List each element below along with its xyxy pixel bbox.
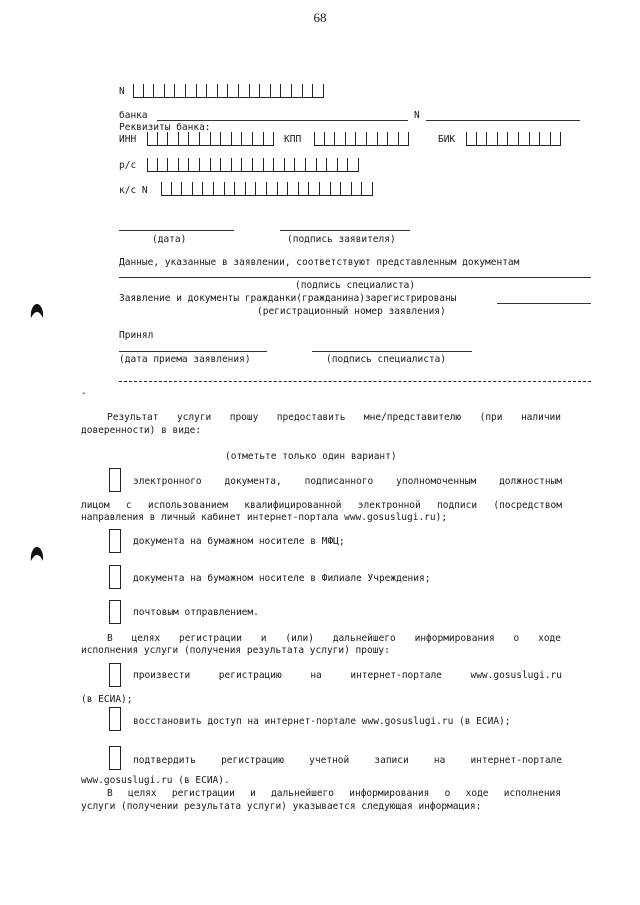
entry-cell[interactable] — [193, 182, 204, 196]
entry-cell[interactable] — [211, 158, 222, 172]
entry-cell[interactable] — [239, 84, 250, 98]
entry-cell[interactable] — [508, 132, 519, 146]
registration-text: Заявление и документы гражданки(гражданина)зарегистрированы — [119, 293, 457, 304]
entry-cell[interactable] — [466, 132, 477, 146]
entry-cell[interactable] — [154, 84, 165, 98]
entry-cell[interactable] — [211, 132, 222, 146]
inn-label: ИНН — [119, 134, 137, 145]
date-caption: (дата) — [152, 234, 187, 245]
entry-cell[interactable] — [161, 182, 172, 196]
entry-cell[interactable] — [182, 182, 193, 196]
entry-cell[interactable] — [362, 182, 373, 196]
entry-cell[interactable] — [172, 182, 183, 196]
entry-cell[interactable] — [317, 158, 328, 172]
entry-cell[interactable] — [232, 132, 243, 146]
acceptance-date-field[interactable] — [119, 351, 267, 352]
entry-cell[interactable] — [207, 84, 218, 98]
result-option-electronic-line1: электронного документа, подписанного уполномоченным должностным — [133, 476, 562, 487]
acceptance-date-caption: (дата приема заявления) — [119, 354, 251, 365]
applicant-signature-caption: (подпись заявителя) — [287, 234, 396, 245]
verification-text: Данные, указанные в заявлении, соответствуют представленным документам — [119, 257, 520, 268]
entry-cell[interactable] — [399, 132, 410, 146]
entry-cell[interactable] — [147, 132, 158, 146]
bank-number-field[interactable] — [426, 120, 580, 121]
accepting-specialist-signature-field[interactable] — [312, 351, 472, 352]
entry-cell[interactable] — [292, 84, 303, 98]
entry-cell[interactable] — [168, 158, 179, 172]
entry-cell[interactable] — [179, 158, 190, 172]
accepting-specialist-caption: (подпись специалиста) — [326, 354, 447, 365]
entry-cell[interactable] — [388, 132, 399, 146]
entry-cell[interactable] — [165, 84, 176, 98]
entry-cell[interactable] — [314, 132, 325, 146]
account-n-label: N — [119, 86, 125, 97]
entry-cell[interactable] — [306, 158, 317, 172]
registration-option-confirm-checkbox[interactable] — [109, 746, 121, 770]
page-number: 68 — [313, 10, 327, 25]
entry-cell[interactable] — [250, 84, 261, 98]
entry-cell[interactable] — [242, 158, 253, 172]
entry-cell[interactable] — [325, 132, 336, 146]
specialist-signature-caption: (подпись специалиста) — [295, 280, 416, 291]
entry-cell[interactable] — [487, 132, 498, 146]
entry-cell[interactable] — [281, 84, 292, 98]
entry-cell[interactable] — [356, 132, 367, 146]
entry-cell[interactable] — [367, 132, 378, 146]
entry-cell[interactable] — [335, 132, 346, 146]
entry-cell[interactable] — [288, 182, 299, 196]
result-option-branch-checkbox[interactable] — [109, 565, 121, 589]
registration-option-register-line1: произвести регистрацию на интернет-портале www.gosuslugi.ru — [133, 670, 562, 681]
inn-cells[interactable] — [147, 132, 274, 146]
final-info-line2: услуги (получении результата услуги) указывается следующая информация: — [81, 801, 482, 812]
result-intro-line2: доверенности) в виде: — [81, 425, 202, 436]
applicant-signature-field[interactable] — [280, 230, 410, 231]
entry-cell[interactable] — [274, 158, 285, 172]
date-field[interactable] — [119, 230, 234, 231]
entry-cell[interactable] — [242, 132, 253, 146]
kpp-cells[interactable] — [314, 132, 409, 146]
entry-cell[interactable] — [313, 84, 324, 98]
cut-line-separator — [119, 381, 591, 382]
entry-cell[interactable] — [197, 84, 208, 98]
ks-label: к/с N — [119, 185, 148, 196]
entry-cell[interactable] — [225, 182, 236, 196]
entry-cell[interactable] — [264, 158, 275, 172]
entry-cell[interactable] — [158, 158, 169, 172]
entry-cell[interactable] — [235, 182, 246, 196]
bank-n-label: N — [414, 110, 420, 121]
entry-cell[interactable] — [378, 132, 389, 146]
entry-cell[interactable] — [200, 132, 211, 146]
entry-cell[interactable] — [158, 132, 169, 146]
entry-cell[interactable] — [498, 132, 509, 146]
bik-label: БИК — [438, 134, 456, 145]
separator-tail: - — [81, 388, 87, 399]
entry-cell[interactable] — [303, 84, 314, 98]
entry-cell[interactable] — [179, 132, 190, 146]
result-option-mfc-label: документа на бумажном носителе в МФЦ; — [133, 536, 345, 547]
entry-cell[interactable] — [348, 158, 359, 172]
rs-label: р/с — [119, 160, 137, 171]
result-option-mfc-checkbox[interactable] — [109, 529, 121, 553]
result-option-mail-checkbox[interactable] — [109, 600, 121, 624]
entry-cell[interactable] — [186, 84, 197, 98]
entry-cell[interactable] — [228, 84, 239, 98]
scan-hole-mark-icon — [30, 546, 44, 562]
registration-option-register-checkbox[interactable] — [109, 663, 121, 687]
result-option-electronic-line3: направления в личный кабинет интернет-портала www.gosuslugi.ru); — [81, 512, 448, 523]
entry-cell[interactable] — [253, 132, 264, 146]
registration-number-field[interactable] — [497, 303, 591, 304]
entry-cell[interactable] — [203, 182, 214, 196]
entry-cell[interactable] — [540, 132, 551, 146]
entry-cell[interactable] — [264, 132, 275, 146]
registration-number-caption: (регистрационный номер заявления) — [257, 306, 446, 317]
registration-option-confirm-line2: www.gosuslugi.ru (в ЕСИА). — [81, 775, 230, 786]
rs-cells[interactable] — [147, 158, 359, 172]
entry-cell[interactable] — [253, 158, 264, 172]
entry-cell[interactable] — [200, 158, 211, 172]
registration-option-restore-checkbox[interactable] — [109, 707, 121, 731]
entry-cell[interactable] — [271, 84, 282, 98]
entry-cell[interactable] — [320, 182, 331, 196]
entry-cell[interactable] — [232, 158, 243, 172]
ks-cells[interactable] — [161, 182, 373, 196]
entry-cell[interactable] — [133, 84, 144, 98]
bik-cells[interactable] — [466, 132, 561, 146]
scan-hole-mark-icon — [30, 303, 44, 319]
entry-cell[interactable] — [214, 182, 225, 196]
registration-intro-line1: В целях регистрации и (или) дальнейшего информирования о ходе — [107, 633, 561, 644]
entry-cell[interactable] — [218, 84, 229, 98]
entry-cell[interactable] — [267, 182, 278, 196]
entry-cell[interactable] — [147, 158, 158, 172]
result-option-branch-label: документа на бумажном носителе в Филиале Учреждения; — [133, 573, 431, 584]
entry-cell[interactable] — [477, 132, 488, 146]
entry-cell[interactable] — [285, 158, 296, 172]
entry-cell[interactable] — [256, 182, 267, 196]
result-option-electronic-line2: лицом с использованием квалифицированной электронной подписи (посредством — [81, 500, 562, 511]
entry-cell[interactable] — [331, 182, 342, 196]
bank-name-field[interactable] — [157, 120, 408, 121]
entry-cell[interactable] — [278, 182, 289, 196]
kpp-label: КПП — [284, 134, 302, 145]
registration-option-restore-label: восстановить доступ на интернет-портале www.gosuslugi.ru (в ЕСИА); — [133, 716, 511, 727]
registration-option-register-line2: (в ЕСИА); — [81, 694, 133, 705]
entry-cell[interactable] — [144, 84, 155, 98]
entry-cell[interactable] — [309, 182, 320, 196]
entry-cell[interactable] — [175, 84, 186, 98]
entry-cell[interactable] — [221, 158, 232, 172]
registration-option-confirm-line1: подтвердить регистрацию учетной записи на интернет-портале — [133, 755, 562, 766]
entry-cell[interactable] — [189, 158, 200, 172]
entry-cell[interactable] — [519, 132, 530, 146]
entry-cell[interactable] — [346, 132, 357, 146]
entry-cell[interactable] — [260, 84, 271, 98]
result-intro-line1: Результат услуги прошу предоставить мне/представителю (при наличии — [107, 412, 561, 423]
entry-cell[interactable] — [551, 132, 562, 146]
entry-cell[interactable] — [246, 182, 257, 196]
specialist-signature-field[interactable] — [119, 277, 591, 278]
account-number-cells[interactable] — [133, 84, 324, 98]
entry-cell[interactable] — [338, 158, 349, 172]
final-info-line1: В целях регистрации и дальнейшего информирования о ходе исполнения — [107, 788, 561, 799]
bank-label: банка — [119, 110, 148, 121]
entry-cell[interactable] — [299, 182, 310, 196]
accepted-label: Принял — [119, 330, 154, 341]
registration-intro-line2: исполнения услуги (получения результата услуги) прошу: — [81, 645, 390, 656]
result-hint: (отметьте только один вариант) — [225, 451, 397, 462]
entry-cell[interactable] — [530, 132, 541, 146]
entry-cell[interactable] — [168, 132, 179, 146]
bank-requisites-label: Реквизиты банка: — [119, 122, 211, 133]
entry-cell[interactable] — [327, 158, 338, 172]
entry-cell[interactable] — [352, 182, 363, 196]
result-option-electronic-checkbox[interactable] — [109, 468, 121, 492]
entry-cell[interactable] — [189, 132, 200, 146]
entry-cell[interactable] — [221, 132, 232, 146]
entry-cell[interactable] — [341, 182, 352, 196]
result-option-mail-label: почтовым отправлением. — [133, 607, 259, 618]
entry-cell[interactable] — [295, 158, 306, 172]
